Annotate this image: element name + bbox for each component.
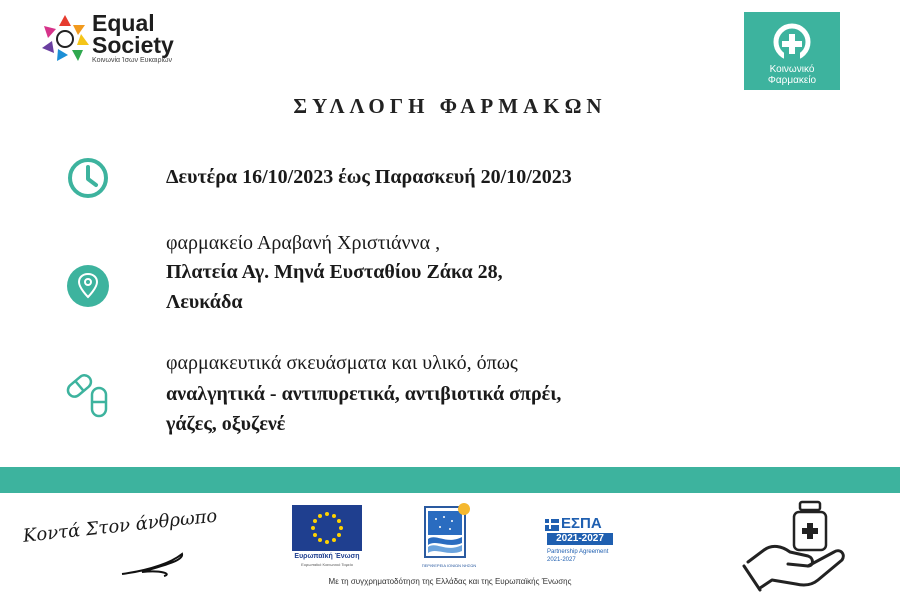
pills-icon (64, 370, 114, 420)
eu-flag (292, 505, 362, 551)
hand-medicine-icon (742, 500, 854, 594)
espa-agreement-years: 2021-2027 (547, 557, 576, 563)
pharmacy-cross-icon (744, 18, 840, 68)
eu-subcaption: Ευρωπαϊκό Κοινωνικό Ταμείο (301, 562, 353, 567)
funding-statement: Με τη συγχρηματοδότηση της Ελλάδας και της Ευρωπαϊκής Ένωσης (328, 577, 572, 586)
pharmacy-logo-line2: Φαρμακείο (767, 75, 817, 86)
items-intro: φαρμακευτικά σκευάσματα και υλικό, όπως (166, 352, 518, 374)
pharmacy-logo-line1: Κοινωνικό (769, 64, 815, 75)
slogan-text: Κοντά Στον άνθρωπο (22, 505, 219, 547)
address-line: Πλατεία Αγ. Μηνά Ευσταθίου Ζάκα 28, (166, 261, 503, 283)
brand-title (92, 12, 174, 56)
accent-band (0, 467, 900, 493)
eu-caption: Ευρωπαϊκή Ένωση (294, 553, 360, 560)
brand-subtitle: Κοινωνία Ίσων Ευκαιριών (92, 57, 172, 64)
social-pharmacy-logo (744, 12, 840, 90)
brand-title-line2: Society (92, 32, 174, 58)
ionian-islands-region-logo (424, 503, 474, 563)
espa-title: ΕΣΠΑ (561, 515, 602, 532)
page-title: ΣΥΛΛΟΓΗ ΦΑΡΜΑΚΩΝ (293, 94, 607, 118)
slogan-swash-icon (112, 548, 212, 578)
espa-agreement: Partnership Agreement (547, 549, 609, 555)
region-caption: ΠΕΡΙΦΕΡΕΙΑ ΙΟΝΙΩΝ ΝΗΣΩΝ (421, 563, 477, 568)
items-list-line2: γάζες, οξυζενέ (166, 413, 286, 435)
pharmacy-name: φαρμακείο Αραβανή Χριστιάννα , (166, 232, 441, 254)
equal-society-logo (38, 10, 198, 70)
espa-flag-icon (545, 519, 559, 531)
equal-society-emblem-icon (38, 12, 92, 66)
espa-years: 2021-2027 (547, 533, 613, 545)
clock-icon (66, 156, 110, 200)
date-range: Δευτέρα 16/10/2023 έως Παρασκευή 20/10/2023 (166, 166, 572, 188)
brand-title-line1: Equal (92, 10, 155, 36)
location-pin-icon (66, 264, 110, 308)
eu-stars-icon (292, 505, 362, 551)
slogan (22, 505, 219, 582)
items-list-line1: αναλγητικά - αντιπυρετικά, αντιβιοτικά σπρέι, (166, 383, 562, 405)
city-line: Λευκάδα (166, 291, 243, 313)
espa-logo (545, 517, 615, 567)
